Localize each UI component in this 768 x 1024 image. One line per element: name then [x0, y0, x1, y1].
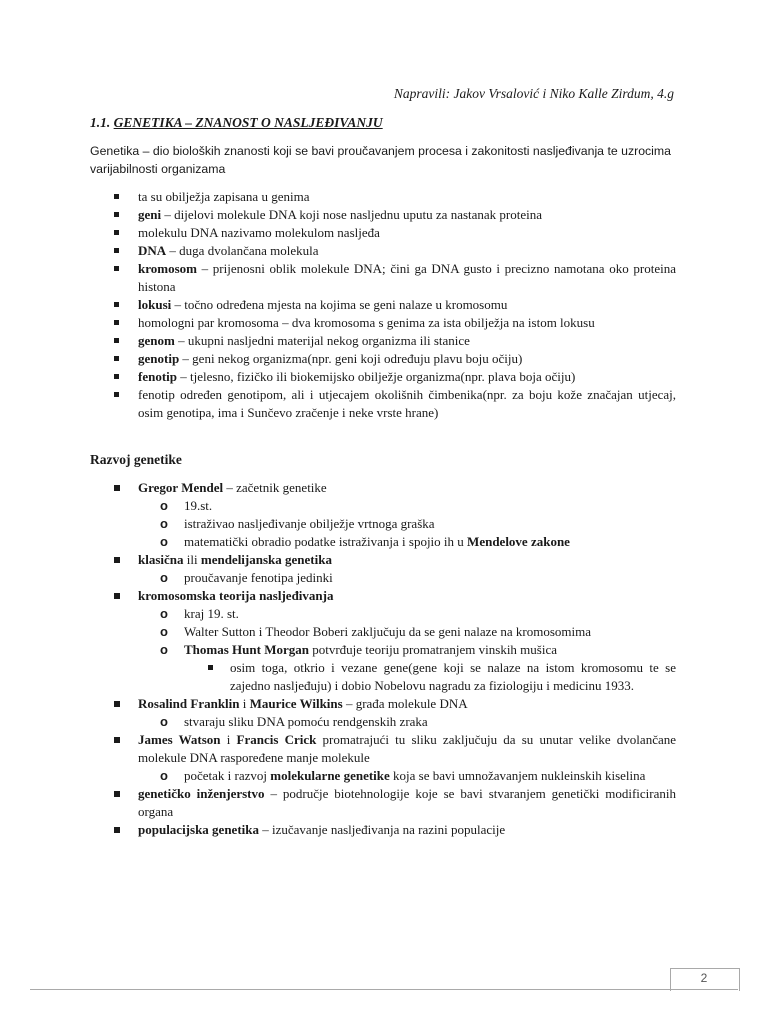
sub-sub-item: osim toga, otkrio i vezane gene(gene koji se nalaze na istom kromosomu te se zajedno nasljeđuju) i dobio Nobelovu nagradu za fiziologiju i medicinu 1933.: [206, 659, 676, 695]
sub-item: o Thomas Hunt Morgan potvrđuje teoriju promatranjem vinskih mušica osim toga, otkrio i vezane gene(gene koji se nalaze na istom kromosomu te se zajedno nasljeđuju) i dobio Nobelovu nagradu za fiziologiju i medicinu 1933.: [160, 641, 676, 695]
sub-item: o proučavanje fenotipa jedinki: [160, 569, 676, 587]
definitions-list: [112, 188, 676, 422]
sub-item: o početak i razvoj molekularne genetike koja se bavi umnožavanjem nukleinskih kiselina: [160, 767, 676, 785]
sub-item: o stvaraju sliku DNA pomoću rendgenskih zraka: [160, 713, 676, 731]
development-list: [112, 479, 676, 839]
authors-line: Napravili: Jakov Vrsalović i Niko Kalle Zirdum, 4.g: [393, 86, 674, 101]
page-number: 2: [700, 971, 708, 985]
sub-item: o Walter Sutton i Theodor Boberi zaključuju da se geni nalaze na kromosomima: [160, 623, 676, 641]
list-item: kromosom – prijenosni oblik molekule DNA; čini ga DNA gusto i precizno namotana oko proteina histona: [112, 260, 676, 296]
sub-item: o istraživao nasljeđivanje obilježje vrtnoga graška: [160, 515, 676, 533]
list-item-franklin: Rosalind Franklin i Maurice Wilkins – građa molekule DNA o stvaraju sliku DNA pomoću rendgenskih zraka: [112, 695, 676, 731]
list-item: molekulu DNA nazivamo molekulom nasljeđa: [112, 224, 676, 242]
list-item: geni – dijelovi molekule DNA koji nose nasljednu uputu za nastanak proteina: [112, 206, 676, 224]
list-item-population: populacijska genetika – izučavanje nasljeđivanja na razini populacije: [112, 821, 676, 839]
list-item-chromosome-theory: kromosomska teorija nasljeđivanja o kraj 19. st. o Walter Sutton i Theodor Boberi zaključuju da se geni nalaze na kromosomima o Thomas Hunt Morgan potvrđuje teoriju promatranjem vinskih mušica osim toga, otkrio i vezane gene(gene koji se nalaze na istom kromosomu te se zajedno nasljeđuju) i dobio Nobelovu nagradu za fiziologiju i medicinu 1933.: [112, 587, 676, 695]
list-item: lokusi – točno određena mjesta na kojima se geni nalaze u kromosomu: [112, 296, 676, 314]
list-item-mendel: Gregor Mendel – začetnik genetike o 19.st. o istraživao nasljeđivanje obilježje vrtnoga graška o matematički obradio podatke istraživanja i spojio ih u Mendelove zakone: [112, 479, 676, 551]
sub-item: o 19.st.: [160, 497, 676, 515]
intro-paragraph: Genetika – dio bioloških znanosti koji se bavi proučavanjem procesa i zakonitosti nasljeđivanja te uzrocima varijabilnosti organizama: [90, 144, 671, 176]
list-item: homologni par kromosoma – dva kromosoma s genima za ista obilježja na istom lokusu: [112, 314, 676, 332]
list-item: fenotip određen genotipom, ali i utjecajem okolišnih čimbenika(npr. za boju kože značajan utjecaj, osim genotipa, ima i Sunčevo zračenje i neke vrste hrane): [112, 386, 676, 422]
list-item: ta su obilježja zapisana u genima: [112, 188, 676, 206]
subheading-development: Razvoj genetike: [90, 452, 182, 467]
section-heading: [90, 115, 383, 131]
list-item-watson-crick: James Watson i Francis Crick promatrajući tu sliku zaključuju da su unutar velike dvolančane molekule DNA raspoređene manje molekule o početak i razvoj molekularne genetike koja se bavi umnožavanjem nukleinskih kiselina: [112, 731, 676, 785]
footer-rule: [30, 989, 738, 990]
list-item: DNA – duga dvolančana molekula: [112, 242, 676, 260]
sub-item: o matematički obradio podatke istraživanja i spojio ih u Mendelove zakone: [160, 533, 676, 551]
list-item-engineering: genetičko inženjerstvo – područje biotehnologije koje se bavi stvaranjem genetički modificiranih organa: [112, 785, 676, 821]
list-item: fenotip – tjelesno, fizičko ili biokemijsko obilježje organizma(npr. plava boja očiju): [112, 368, 676, 386]
section-number: 1.1.: [90, 115, 111, 130]
list-item: genom – ukupni nasljedni materijal nekog organizma ili stanice: [112, 332, 676, 350]
sub-item: o kraj 19. st.: [160, 605, 676, 623]
list-item: genotip – geni nekog organizma(npr. geni koji određuju plavu boju očiju): [112, 350, 676, 368]
section-title: GENETIKA – ZNANOST O NASLJEĐIVANJU: [113, 115, 383, 130]
list-item-classic: klasična ili mendelijanska genetika o proučavanje fenotipa jedinki: [112, 551, 676, 587]
